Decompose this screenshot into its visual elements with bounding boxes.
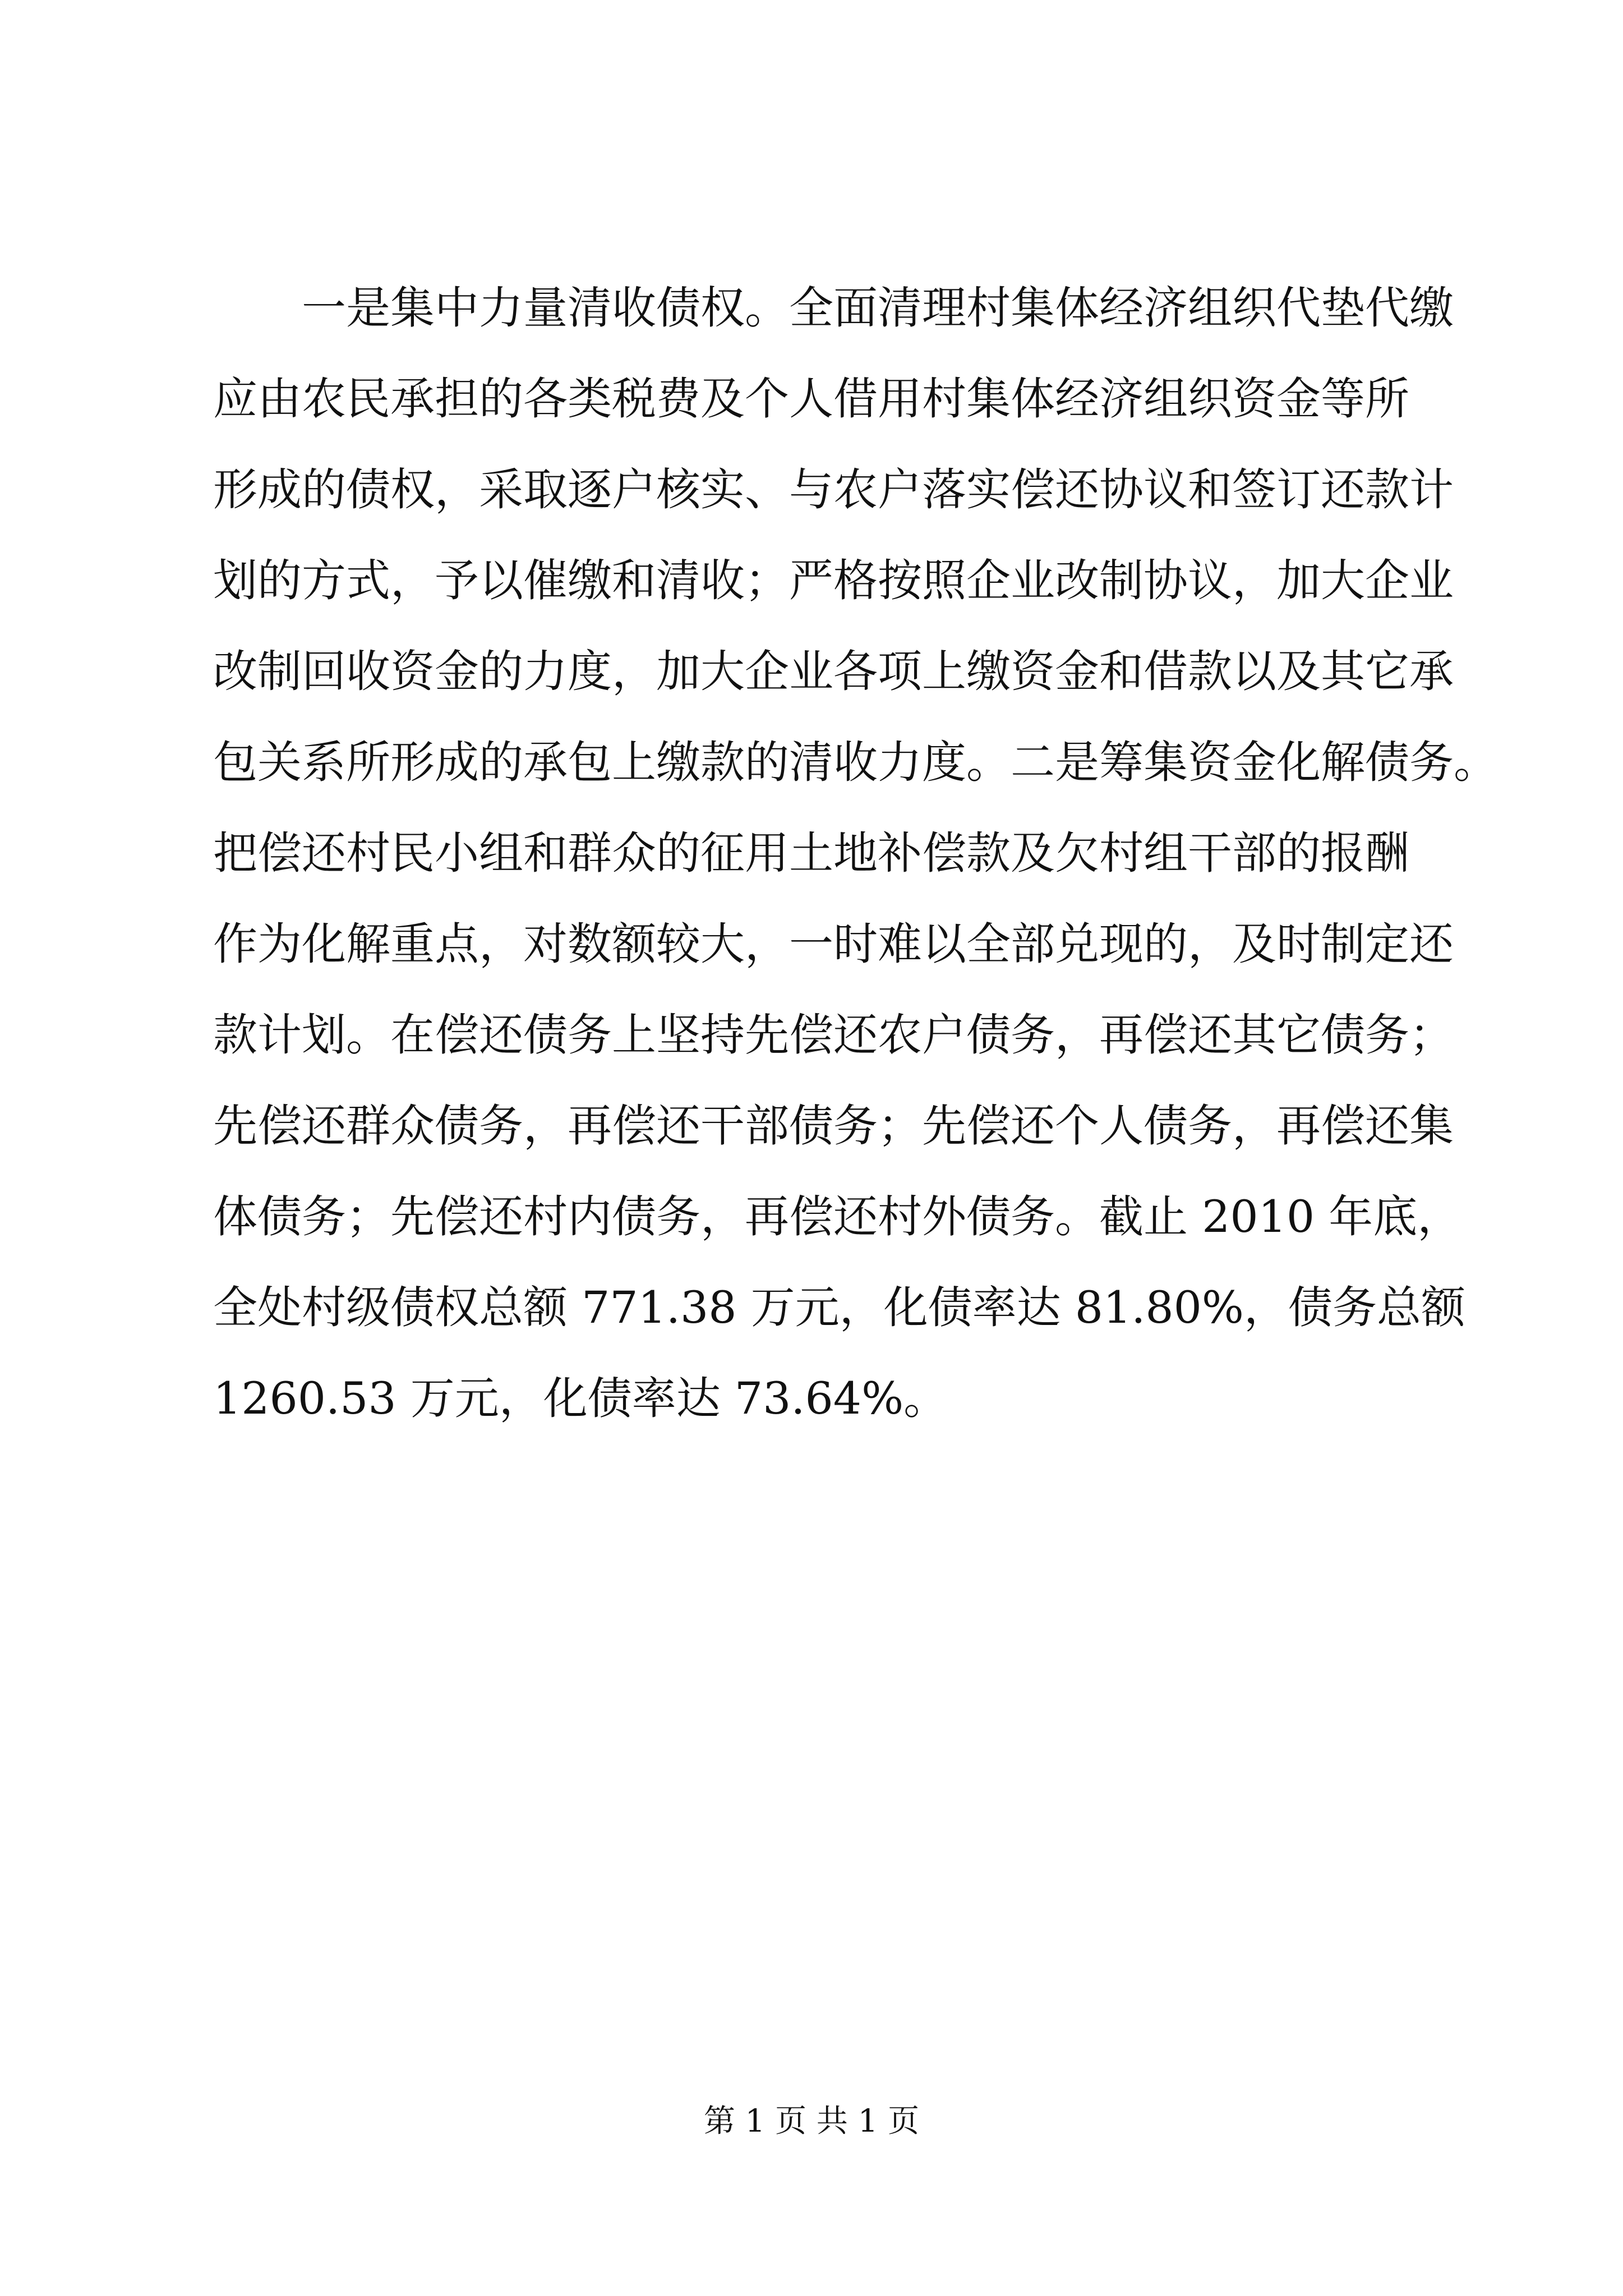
paragraph-line: 先偿还群众债务，再偿还干部债务；先偿还个人债务，再偿还集	[213, 1100, 1454, 1152]
paragraph-line: 把偿还村民小组和群众的征用土地补偿款及欠村组干部的报酬	[213, 827, 1409, 879]
page-footer: 第 1 页 共 1 页	[703, 2103, 920, 2139]
paragraph-line: 1260.53 万元，化债率达 73.64%。	[213, 1373, 948, 1424]
paragraph-line: 划的方式，予以催缴和清收；严格按照企业改制协议，加大企业	[213, 555, 1454, 606]
body-paragraph	[213, 263, 1498, 1444]
paragraph-line: 形成的债权，采取逐户核实、与农户落实偿还协议和签订还款计	[213, 464, 1454, 516]
paragraph-line: 应由农民承担的各类税费及个人借用村集体经济组织资金等所	[213, 373, 1409, 425]
paragraph-line: 款计划。在偿还债务上坚持先偿还农户债务，再偿还其它债务；	[213, 1009, 1454, 1061]
paragraph-line: 一是集中力量清收债权。全面清理村集体经济组织代垫代缴	[302, 282, 1454, 334]
paragraph-line: 作为化解重点，对数额较大，一时难以全部兑现的，及时制定还	[213, 918, 1454, 970]
paragraph-line: 包关系所形成的承包上缴款的清收力度。二是筹集资金化解债务。	[213, 737, 1498, 788]
paragraph-line: 改制回收资金的力度，加大企业各项上缴资金和借款以及其它承	[213, 646, 1454, 697]
paragraph-line: 全处村级债权总额 771.38 万元，化债率达 81.80%，债务总额	[213, 1282, 1465, 1333]
paragraph-line: 体债务；先偿还村内债务，再偿还村外债务。截止 2010 年底，	[213, 1191, 1462, 1243]
